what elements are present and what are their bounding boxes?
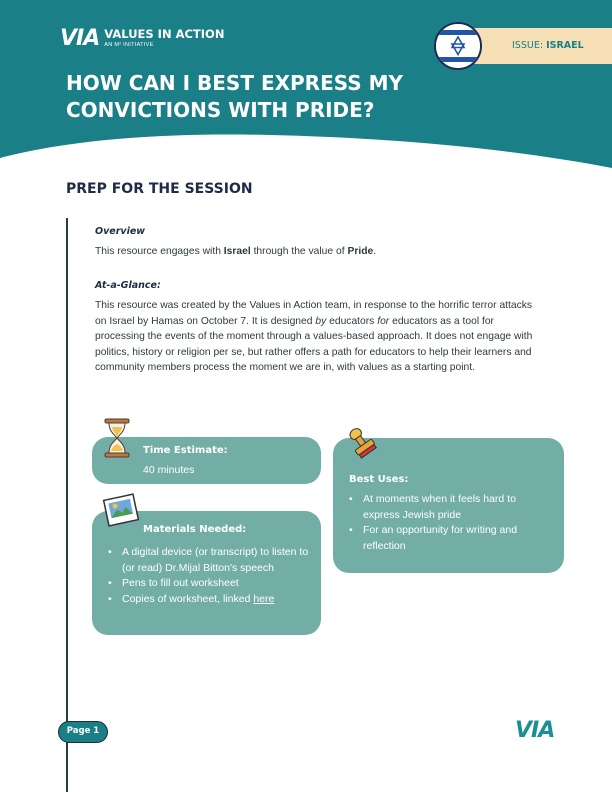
issue-label: ISSUE: ISRAEL <box>512 40 584 51</box>
page-number-badge: Page 1 <box>58 721 108 743</box>
list-item: • Copies of worksheet, linked here <box>106 592 311 608</box>
page-title: HOW CAN I BEST EXPRESS MY CONVICTIONS WITH PRIDE? <box>66 71 404 122</box>
materials-card <box>92 511 321 635</box>
section-title: PREP FOR THE SESSION <box>66 181 253 197</box>
hourglass-icon <box>104 418 130 458</box>
via-logo[interactable] <box>60 26 224 51</box>
list-item: • A digital device (or transcript) to listen to (or read) Dr.Mijal Bitton's speech <box>106 545 311 576</box>
time-estimate-value: 40 minutes <box>143 464 195 476</box>
best-uses-list <box>347 492 552 554</box>
picture-icon <box>102 493 140 527</box>
vertical-divider <box>66 218 68 792</box>
issue-value: ISRAEL <box>546 40 584 51</box>
materials-title: Materials Needed: <box>143 524 247 535</box>
israel-flag-icon <box>434 22 482 70</box>
overview-heading: Overview <box>95 226 146 237</box>
list-item: • At moments when it feels hard to express Jewish pride <box>347 492 552 523</box>
at-a-glance-text: This resource was created by the Values in Action team, in response to the horrific terror attacks on Israel by Hamas on October 7. It is designed by educators for educators as a tool for processing the events of the moment through a values-based approach. It does not engage with politics, history or religion per se, but rather offers a path for educators to help their learners and community members process the moment we are in, with values as a starting point. <box>95 300 533 373</box>
at-a-glance-heading: At-a-Glance: <box>95 280 161 291</box>
logo-mark: VIA <box>60 26 100 51</box>
list-item: • For an opportunity for writing and reflection <box>347 523 552 554</box>
logo-name: VALUES IN ACTION <box>104 27 225 41</box>
overview-text: This resource engages with Israel through the value of Pride. <box>95 246 377 257</box>
list-item: • Pens to fill out worksheet <box>106 576 311 592</box>
time-estimate-title: Time Estimate: <box>143 445 228 456</box>
worksheet-link[interactable]: here <box>253 592 275 605</box>
footer-logo: VIA <box>515 718 555 743</box>
best-uses-title: Best Uses: <box>349 474 409 485</box>
materials-list <box>106 545 311 607</box>
stamp-icon <box>344 425 380 461</box>
logo-tagline: AN M² INITIATIVE <box>104 41 154 48</box>
